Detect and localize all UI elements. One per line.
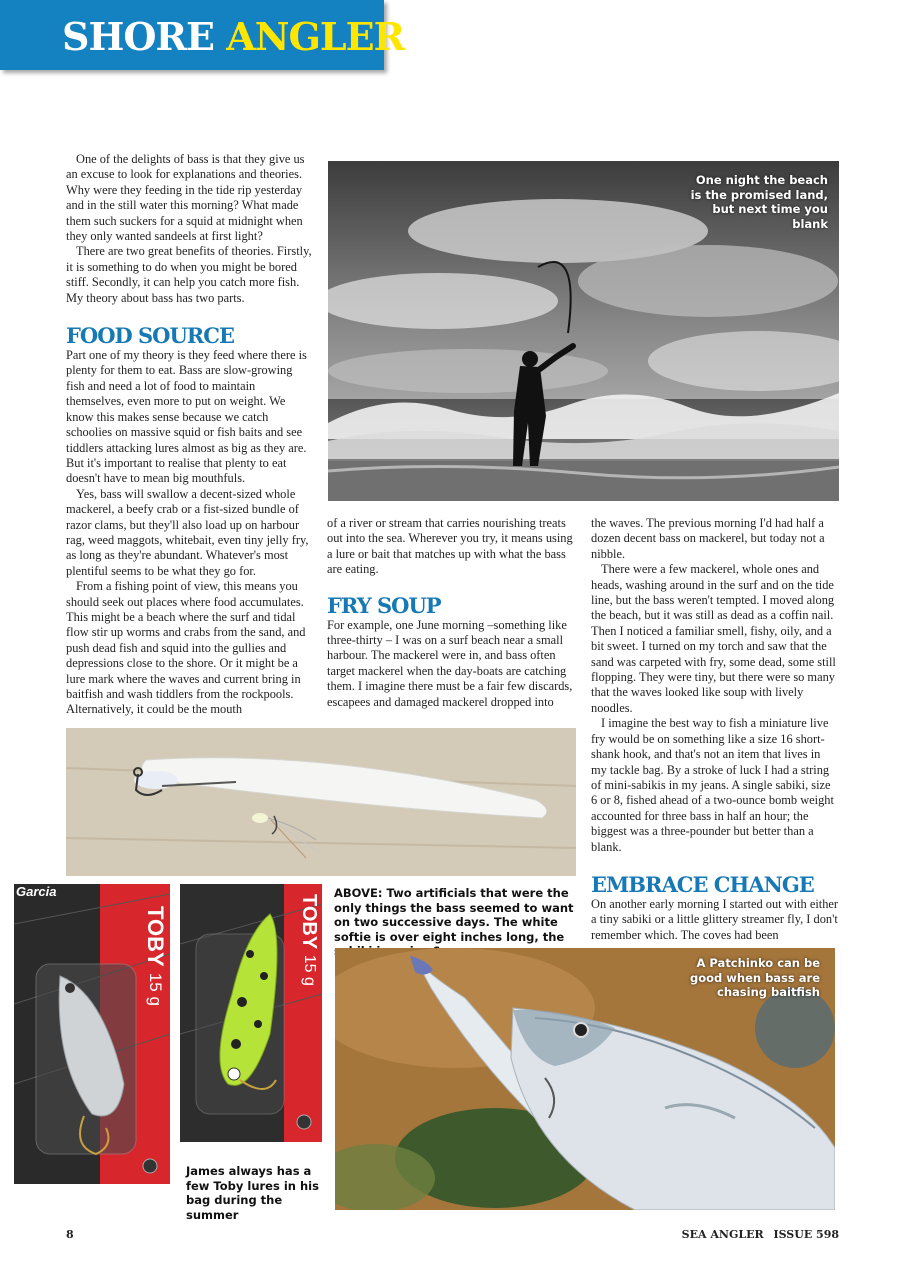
toby-pack-silver	[14, 884, 170, 1184]
magazine-name: SEA ANGLER	[681, 1228, 764, 1241]
caption-artificials: ABOVE: Two artificials that were the only things the bass seemed to want on two successive days. The white softie is over eight inches long, the	[334, 886, 574, 944]
paragraph: For example, one June morning –something like three-thirty – I was on a surf beach near a small harbour. The mackerel were in, and bass often target mackerel when the day-boats are catching them. I imagine there must be a fair few discards, escapees and damaged mackerel dropped into	[327, 617, 573, 709]
toby-name: TOBY	[298, 894, 320, 950]
toby-weight: 15 g	[146, 972, 165, 1006]
paragraph: There were a few mackerel, whole ones and heads, washing around in the surf and on the tide line, but the bass weren't tempted. I moved along the beach, but it was still as dead as a coffin nail. Then I noticed a familiar smell, fishy, oily, and a bit sweet. I turned on my torch and saw that the sand was carpeted with fry, some dead, some still flopping. They were tiny, but there were so many that the waves looked like soup with lively noodles.	[591, 562, 836, 715]
paragraph: I imagine the best way to fish a miniature live fry would be on something like a size 16 short-shank hook, and that's not an item that lives in my tackle bag. By a stroke of luck I had a string of mini-sabikis in my jeans. A single sabiki, size 6 or 8, fished ahead of a two-ounce bomb weight accounted for three bass in half an hour; the biggest was a three-pounder but better than a blank.	[591, 716, 834, 854]
toby-pack-label	[108, 906, 168, 1056]
toby-name: TOBY	[143, 906, 168, 967]
heading-fry-soup: FRY SOUP	[327, 592, 441, 618]
paragraph: of a river or stream that carries nourishing treats out into the sea. Wherever you try, it means using a lure or bait that matches up with what the bass are eating.	[327, 516, 573, 577]
page-number: 8	[66, 1228, 74, 1241]
lures-photo	[66, 728, 576, 876]
toby-pack-green	[180, 884, 322, 1142]
section-title	[62, 12, 404, 62]
column-1	[66, 152, 312, 718]
section-banner	[0, 0, 405, 70]
footer-magazine	[682, 1228, 839, 1241]
caption-beach: One night the beach is the promised land, but next time you blank	[690, 173, 828, 231]
paragraph: Part one of my theory is they feed where there is plenty for them to eat. Bass are slow-growing fish and need a lot of food to maintain themselves, even more to put on weight. We know this makes sense because we catch schoolies on massive squid or fish baits and see tiddlers attacking lures almost as big as they are. But it's important to realise that plenty to eat doesn't have to mean big mouthfuls.	[66, 348, 307, 486]
heading-food-source: FOOD SOURCE	[66, 323, 234, 349]
paragraph: One of the delights of bass is that they give us an excuse to look for explanations and theories. Why were they feeding in the tide rip yesterday and in the still water this morning? What made them such suckers for a squid at midnight when they only wanted sandeels at first light?	[66, 152, 305, 244]
column-3	[591, 516, 839, 943]
column-2	[327, 516, 577, 710]
title-word-angler: ANGLER	[226, 14, 405, 59]
lures-illustration	[66, 728, 576, 876]
issue-number: ISSUE 598	[773, 1228, 839, 1241]
paragraph: On another early morning I started out with either a tiny sabiki or a little glittery streamer fly, I don't remember which. The coves had been	[591, 896, 839, 942]
toby-pack-2-label	[286, 894, 320, 1054]
caption-toby: James always has a few Toby lures in his bag during the summer	[186, 1164, 319, 1222]
caption-patchinko: A Patchinko can be good when bass are chasing baitfish	[690, 956, 820, 999]
paragraph: Yes, bass will swallow a decent-sized whole mackerel, a beefy crab or a fist-sized bundle of razor clams, but they'll also load up on harbour rag, weed maggots, whitebait, even tiny jelly fry, as long as they're abundant. Whatever's most plentiful seems to be what they go for.	[66, 486, 309, 578]
paragraph: the waves. The previous morning I'd had half a dozen decent bass on mackerel, but today not a nibble.	[591, 516, 825, 561]
toby-pack-brand: Garcia	[16, 884, 57, 899]
title-word-shore: SHORE	[62, 14, 214, 59]
heading-embrace-change: EMBRACE CHANGE	[591, 871, 814, 897]
toby-weight: 15 g	[301, 954, 318, 986]
paragraph: From a fishing point of view, this means you should seek out places where food accumulates. This might be a beach where the surf and tidal flow stir up worms and crabs from the sand, and push dead fish and squid into the gullies and depressions close to the shore. Or it might be a lure mark where the waves and current bring in baitfish and wash tiddlers from the rockpools. Alternatively, it could be the mouth	[66, 579, 306, 717]
paragraph: There are two great benefits of theories. Firstly, it is something to do when you might be bored stiff. Secondly, it can help you catch more fish. My theory about bass has two parts.	[66, 244, 312, 305]
